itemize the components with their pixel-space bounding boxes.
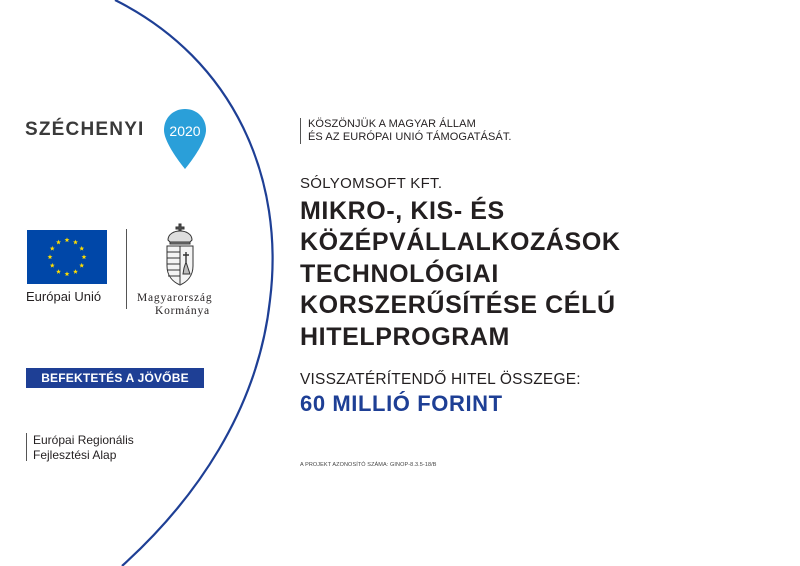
eu-star-icon [82, 254, 87, 259]
project-title-line: KÖZÉPVÁLLALKOZÁSOK [300, 228, 621, 256]
thanks-line2: ÉS AZ EURÓPAI UNIÓ TÁMOGATÁSÁT. [308, 131, 512, 143]
eu-star-icon [79, 263, 84, 268]
eu-label: Európai Unió [26, 289, 102, 304]
eu-star-icon [50, 263, 55, 268]
eu-star-icon [73, 240, 78, 245]
hungarian-coat-of-arms-icon [162, 222, 198, 288]
eu-star-icon [48, 254, 53, 259]
project-title-line: TECHNOLÓGIAI [300, 260, 499, 288]
fund-label-line1: Európai Regionális [33, 433, 134, 447]
government-label-line2: Kormánya [155, 305, 210, 317]
project-title-line: HITELPROGRAM [300, 323, 510, 351]
eu-star-icon [73, 269, 78, 274]
eu-star-icon [50, 246, 55, 251]
logo-divider [126, 229, 127, 309]
company-name: SÓLYOMSOFT KFT. [300, 175, 443, 192]
eu-star-icon [79, 246, 84, 251]
szechenyi-logo-text: SZÉCHENYI [25, 119, 145, 140]
eu-star-icon [56, 269, 61, 274]
thanks-divider [300, 118, 301, 144]
szechenyi-year: 2020 [169, 123, 201, 139]
project-title-line: KORSZERŰSÍTÉSE CÉLÚ [300, 291, 616, 319]
fund-divider [26, 433, 27, 461]
eu-flag-icon [27, 230, 107, 284]
eu-star-icon [56, 240, 61, 245]
loan-amount: 60 MILLIÓ FORINT [300, 391, 503, 416]
project-title-line: MIKRO-, KIS- ÉS [300, 197, 505, 225]
fund-label-line2: Fejlesztési Alap [33, 448, 117, 462]
eu-star-icon [65, 237, 70, 242]
thanks-line1: KÖSZÖNJÜK A MAGYAR ÁLLAM [308, 118, 476, 130]
investment-banner: BEFEKTETÉS A JÖVŐBE [26, 368, 204, 388]
project-id: A PROJEKT AZONOSÍTÓ SZÁMA: GINOP-8.3.5-18/B [300, 462, 437, 468]
eu-star-icon [65, 271, 70, 276]
loan-amount-label: VISSZATÉRÍTENDŐ HITEL ÖSSZEGE: [300, 371, 581, 388]
eu-stars [27, 230, 107, 284]
map-pin-icon [162, 107, 208, 171]
government-label-line1: Magyarország [137, 292, 213, 304]
